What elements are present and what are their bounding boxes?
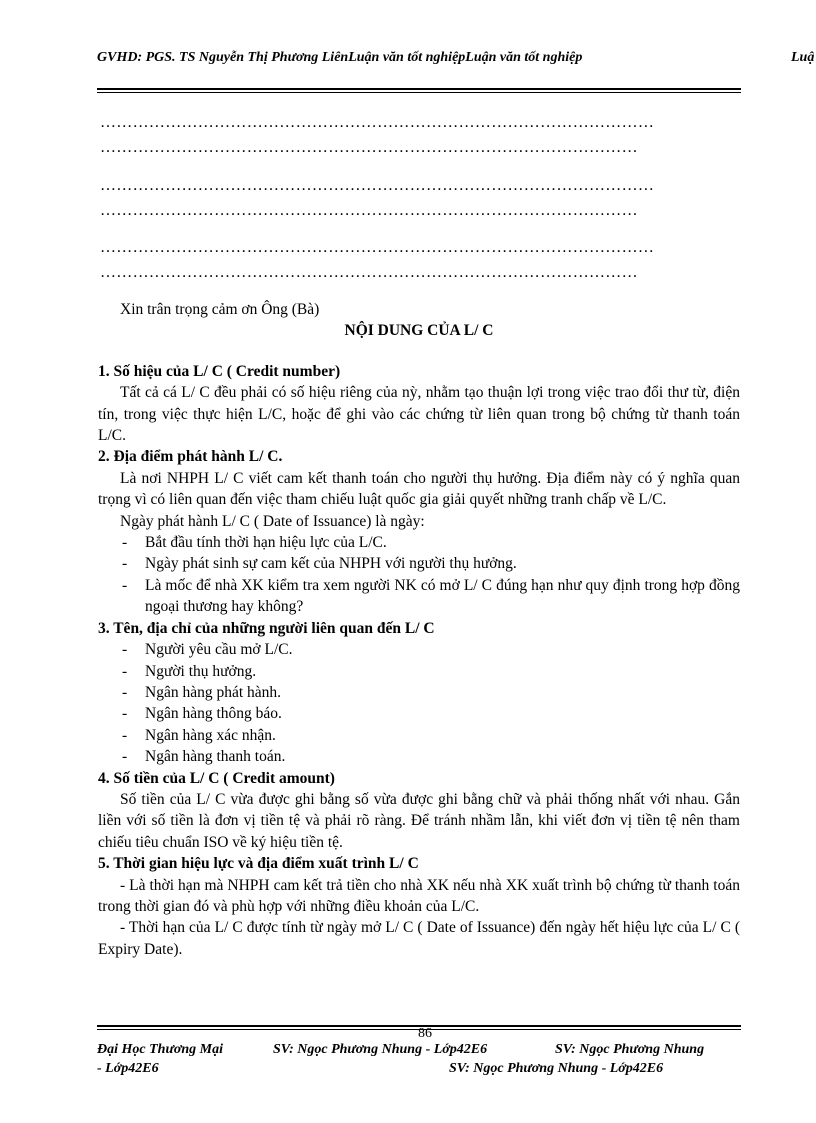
dotted-line: ……………………………………………………………………………………… xyxy=(100,139,638,156)
footer-student: SV: Ngọc Phương Nhung - Lớp42E6 xyxy=(449,1061,664,1076)
dotted-line: ………………………………………………………………………………………… xyxy=(100,239,655,256)
page-footer xyxy=(97,1040,757,1078)
footer-school: Đại Học Thương Mại xyxy=(97,1042,223,1057)
list-item: - Người thụ hưởng. xyxy=(122,662,257,680)
list-item: - Ngân hàng phát hành. xyxy=(122,683,282,701)
section-5-paragraph: - Thời hạn của L/ C được tính từ ngày mở L/ C ( Date of Issuance) đến ngày hết hiệu lực của L/ C ( Expiry Date). xyxy=(98,919,740,958)
page-header xyxy=(97,50,816,70)
header-rule-thin xyxy=(97,92,741,93)
header-rule-thick xyxy=(97,88,741,90)
section-1-body: Tất cả cá L/ C đều phải có số hiệu riêng của nỳ, nhằm tạo thuận lợi trong việc trao đổi thư từ, điện tín, trong việc thực hiện L/C, hoặc để ghi vào các chứng từ liên quan trong bộ chứng từ thanh toán L/C. xyxy=(98,384,740,445)
section-3-heading: 3. Tên, địa chỉ của những người liên quan đến L/ C xyxy=(98,619,435,637)
footer-student-cont: - Lớp42E6 xyxy=(97,1061,159,1076)
list-item: - Ngày phát sinh sự cam kết của NHPH với người thụ hưởng. xyxy=(122,555,517,573)
header-right-text: Luậ xyxy=(791,50,815,65)
list-item: - Ngân hàng thông báo. xyxy=(122,705,282,723)
list-item: - Ngân hàng thanh toán. xyxy=(122,748,286,766)
section-2-intro: Ngày phát hành L/ C ( Date of Issuance) là ngày: xyxy=(120,512,425,530)
dotted-line: ……………………………………………………………………………………… xyxy=(100,202,638,219)
list-item: - Người yêu cầu mở L/C. xyxy=(122,641,293,659)
document-body xyxy=(98,299,740,960)
footer-student: SV: Ngọc Phương Nhung xyxy=(555,1042,705,1057)
section-5-heading: 5. Thời gian hiệu lực và địa điểm xuất trình L/ C xyxy=(98,855,419,873)
section-1-heading: 1. Số hiệu của L/ C ( Credit number) xyxy=(98,362,341,380)
section-2-heading: 2. Địa điểm phát hành L/ C. xyxy=(98,448,283,466)
section-5-paragraph: - Là thời hạn mà NHPH cam kết trả tiền cho nhà XK nếu nhà XK xuất trình bộ chứng từ thanh toán trong thời gian đó và phù hợp với những điều khoản của L/C. xyxy=(98,876,740,915)
page-number: 86 xyxy=(418,1026,432,1041)
dotted-line: ………………………………………………………………………………………… xyxy=(100,114,655,131)
dotted-line: ………………………………………………………………………………………… xyxy=(100,177,655,194)
list-item: - Là mốc để nhà XK kiểm tra xem người NK có mở L/ C đúng hạn như quy định trong hợp đồng ngoại thương hay không? xyxy=(122,576,740,616)
section-4-body: Số tiền của L/ C vừa được ghi bằng số vừa được ghi bằng chữ và phải thống nhất với nhau. Gắn liền với số tiền là đơn vị tiền tệ và phải rõ ràng. Để tránh nhầm lẫn, khi viết đơn vị tiền tệ nên tham chiếu tiêu chuẩn ISO về ký hiệu tiền tệ. xyxy=(98,790,740,851)
section-2-body: Là nơi NHPH L/ C viết cam kết thanh toán cho người thụ hưởng. Địa điểm này có ý nghĩa quan trọng vì có liên quan đến việc tham chiếu luật quốc gia giải quyết những tranh chấp về L/C. xyxy=(98,469,740,509)
section-4-heading: 4. Số tiền của L/ C ( Credit amount) xyxy=(98,769,335,787)
list-item: - Ngân hàng xác nhận. xyxy=(122,726,276,744)
footer-student: SV: Ngọc Phương Nhung - Lớp42E6 xyxy=(273,1042,488,1057)
section-title: NỘI DUNG CỦA L/ C xyxy=(344,322,494,340)
header-left-text: GVHD: PGS. TS Nguyễn Thị Phương LiênLuận văn tốt nghiệpLuận văn tốt nghiệp xyxy=(97,50,583,65)
list-item: - Bắt đầu tính thời hạn hiệu lực của L/C. xyxy=(122,534,387,552)
closing-line: Xin trân trọng cảm ơn Ông (Bà) xyxy=(120,301,320,318)
dotted-line: ……………………………………………………………………………………… xyxy=(100,264,638,281)
